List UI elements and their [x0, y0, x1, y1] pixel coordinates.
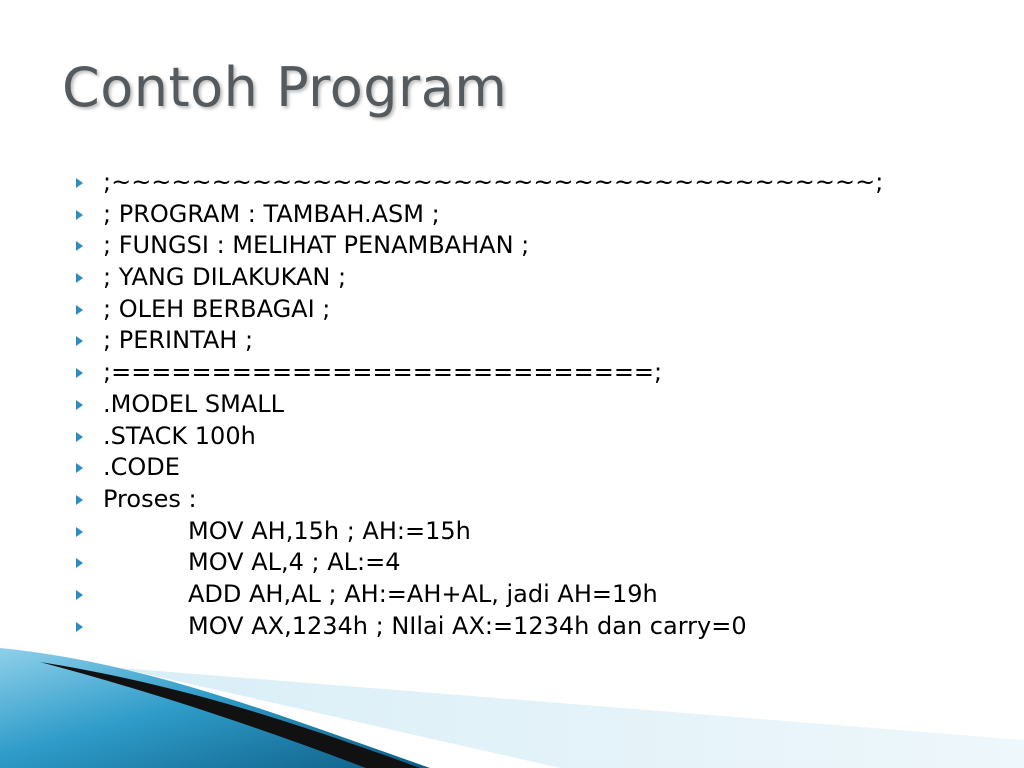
triangle-bullet-icon [76, 368, 83, 378]
triangle-bullet-icon [76, 336, 83, 346]
bullet-text: ; OLEH BERBAGAI ; [103, 294, 331, 323]
slide-title: Contoh Program [62, 56, 508, 119]
corner-swoosh-decoration [0, 600, 1024, 768]
bullet-text: .CODE [103, 453, 180, 482]
bullet-text: ;===========================; [103, 358, 663, 387]
bullet-text: ; FUNGSI : MELIHAT PENAMBAHAN ; [103, 231, 530, 260]
bullet-text: .STACK 100h [103, 421, 256, 450]
triangle-bullet-icon [76, 241, 83, 251]
triangle-bullet-icon [76, 495, 83, 505]
triangle-bullet-icon [76, 210, 83, 220]
triangle-bullet-icon [76, 558, 83, 568]
bullet-text: MOV AL,4 ; AL:=4 [188, 548, 401, 577]
triangle-bullet-icon [76, 400, 83, 410]
bullet-text: ;~~~~~~~~~~~~~~~~~~~~~~~~~~~~~~~~~~~~~~; [103, 168, 884, 196]
triangle-bullet-icon [76, 178, 83, 188]
bullet-text: ; YANG DILAKUKAN ; [103, 263, 347, 292]
bullet-text: ; PROGRAM : TAMBAH.ASM ; [103, 199, 440, 228]
bullet-text: ; PERINTAH ; [103, 326, 254, 355]
bullet-text: .MODEL SMALL [103, 389, 284, 418]
bullet-text: ADD AH,AL ; AH:=AH+AL, jadi AH=19h [188, 579, 658, 608]
triangle-bullet-icon [76, 590, 83, 600]
bullet-text: Proses : [103, 484, 197, 513]
bullet-text: MOV AH,15h ; AH:=15h [188, 516, 471, 545]
triangle-bullet-icon [76, 463, 83, 473]
bullet-text: MOV AX,1234h ; NIlai AX:=1234h dan carry=0 [188, 611, 747, 640]
triangle-bullet-icon [76, 432, 83, 442]
triangle-bullet-icon [76, 305, 83, 315]
triangle-bullet-icon [76, 273, 83, 283]
triangle-bullet-icon [76, 527, 83, 537]
